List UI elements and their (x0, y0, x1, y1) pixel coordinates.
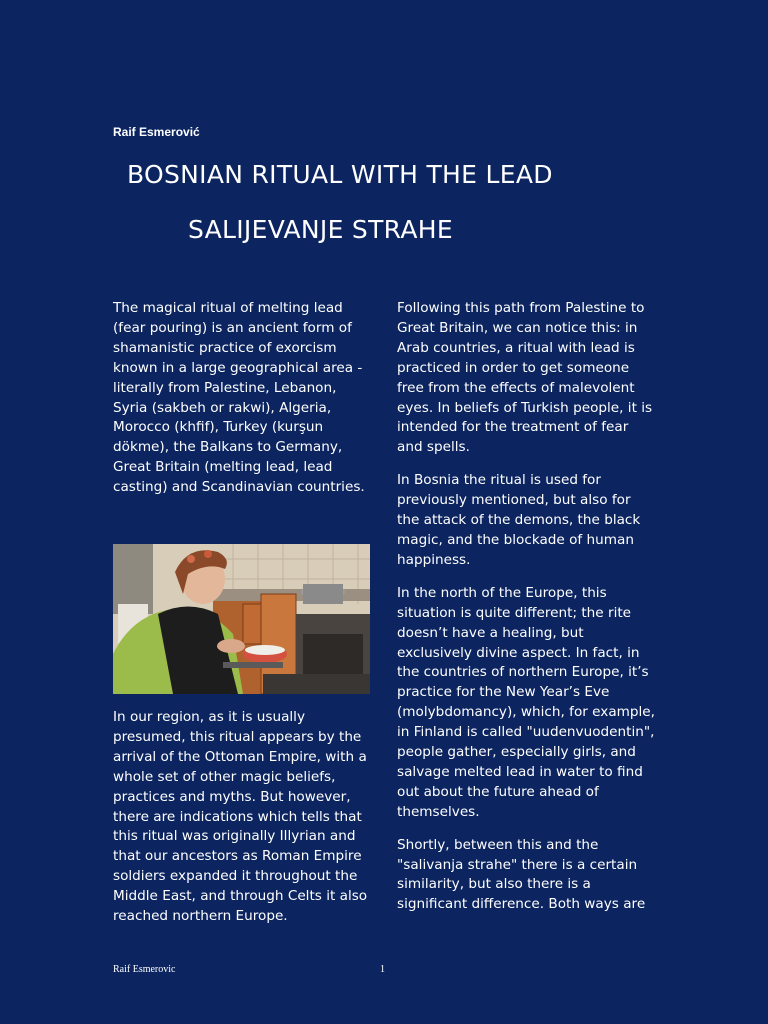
intro-paragraph: The magical ritual of melting lead (fear pouring) is an ancient form of shamanistic practice of exorcism known in a large geographical area - literally from Palestine, Lebanon, Syria (sakbeh or rakwi), Algeria, Morocco (khfif), Turkey (kurşun dökme), the Balkans to Germany, Great Britain (melting lead, lead casting) and Scandinavian countries. (113, 300, 365, 496)
footer-author: Raif Esmerovic (113, 964, 176, 975)
article-subtitle: SALIJEVANJE STRAHE (188, 215, 453, 244)
ritual-photo (113, 544, 370, 694)
right-column (397, 299, 667, 915)
right-paragraph: Shortly, between this and the "salivanja strahe" there is a certain similarity, but also there is a significant difference. Both ways are (397, 836, 646, 913)
right-paragraph: In the north of the Europe, this situation is quite different; the rite doesn’t have a healing, but exclusively divine aspect. In fact, in the countries of northern Europe, it’s practice for the New Year’s Eve (molybdomancy), which, for example, in Finland is called "uudenvuodentin", people gather, especially girls, and salvage melted lead in water to find out about the future ahead of themselves. (397, 584, 655, 820)
page-number: 1 (380, 964, 385, 975)
article-title: BOSNIAN RITUAL WITH THE LEAD (127, 160, 553, 189)
origin-paragraph: In our region, as it is usually presumed, this ritual appears by the arrival of the Ottoman Empire, with a whole set of other magic beliefs, practices and myths. But however, there are indications which tells that this ritual was originally Illyrian and that our ancestors as Roman Empire soldiers expanded it throughout the Middle East, and through Celts it also reached northern Europe. (113, 709, 368, 925)
left-column-top (113, 299, 383, 498)
right-paragraph: In Bosnia the ritual is used for previously mentioned, but also for the attack of the demons, the black magic, and the blockade of human happiness. (397, 472, 641, 568)
author-name: Raif Esmerović (113, 125, 200, 139)
left-column-bottom (113, 708, 383, 927)
right-paragraph: Following this path from Palestine to Great Britain, we can notice this: in Arab countries, a ritual with lead is practiced in order to get someone free from the effects of malevolent eyes. In beliefs of Turkish people, it is intended for the treatment of fear and spells. (397, 300, 653, 456)
